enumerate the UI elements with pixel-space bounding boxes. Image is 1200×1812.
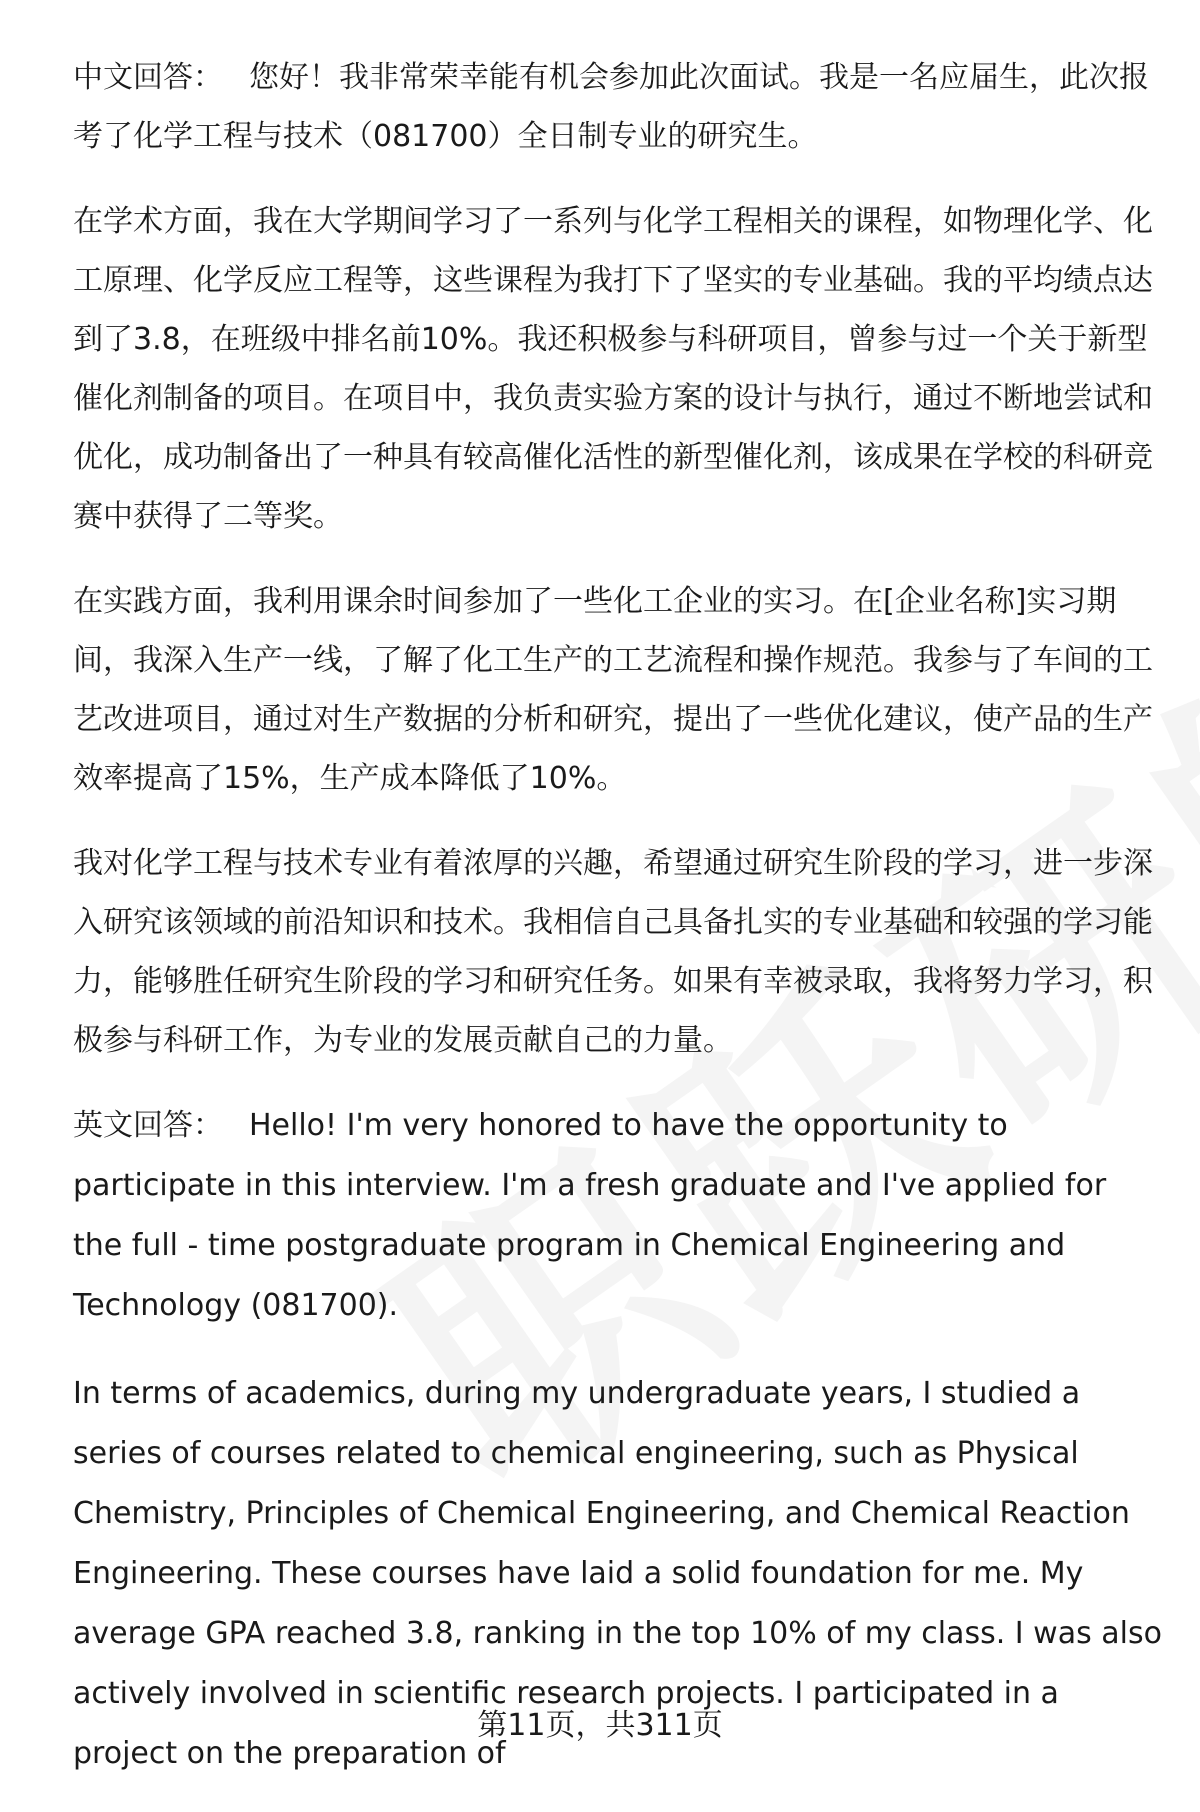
cn-practice-paragraph: 在实践方面，我利用课余时间参加了一些化工企业的实习。在[企业名称]实习期间，我深入生产一线，了解了化工生产的工艺流程和操作规范。我参与了车间的工艺改进项目，通过对生产数据的分析和研究，提出了一些优化建议，使产品的生产效率提高了15%，生产成本降低了10%。 (73, 584, 1153, 796)
cn-answer-intro (73, 48, 1163, 166)
document-body (73, 48, 1163, 1812)
cn-answer-label: 中文回答： (73, 60, 223, 95)
en-answer-label: 英文回答： (73, 1108, 223, 1143)
en-academics-paragraph: In terms of academics, during my undergraduate years, I studied a series of courses related to chemical engineering, such as Physical Chemistry, Principles of Chemical Engineering, and Chemical Reaction Engineering. These courses have laid a solid foundation for me. My average GPA reached 3.8, ranking in the top 10% of my class. I was also actively involved in scientific research projects. I participated in a project on the preparation of (73, 1376, 1162, 1771)
page-number: 第11页，共311页 (477, 1708, 723, 1743)
en-answer-intro (73, 1096, 1163, 1336)
cn-academics-paragraph: 在学术方面，我在大学期间学习了一系列与化学工程相关的课程，如物理化学、化工原理、化学反应工程等，这些课程为我打下了坚实的专业基础。我的平均绩点达到了3.8，在班级中排名前10%。我还积极参与科研项目，曾参与过一个关于新型催化剂制备的项目。在项目中，我负责实验方案的设计与执行，通过不断地尝试和优化，成功制备出了一种具有较高催化活性的新型催化剂，该成果在学校的科研竞赛中获得了二等奖。 (73, 204, 1153, 534)
cn-answer-intro-text: 您好！我非常荣幸能有机会参加此次面试。我是一名应届生，此次报考了化学工程与技术（081700）全日制专业的研究生。 (73, 60, 1149, 154)
en-answer-intro-text: Hello! I'm very honored to have the opportunity to participate in this interview. I'm a fresh graduate and I've applied for the full - time postgraduate program in Chemical Engineering and Technology (081700). (73, 1108, 1107, 1323)
cn-interest-paragraph: 我对化学工程与技术专业有着浓厚的兴趣，希望通过研究生阶段的学习，进一步深入研究该领域的前沿知识和技术。我相信自己具备扎实的专业基础和较强的学习能力，能够胜任研究生阶段的学习和研究任务。如果有幸被录取，我将努力学习，积极参与科研工作，为专业的发展贡献自己的力量。 (73, 846, 1153, 1058)
